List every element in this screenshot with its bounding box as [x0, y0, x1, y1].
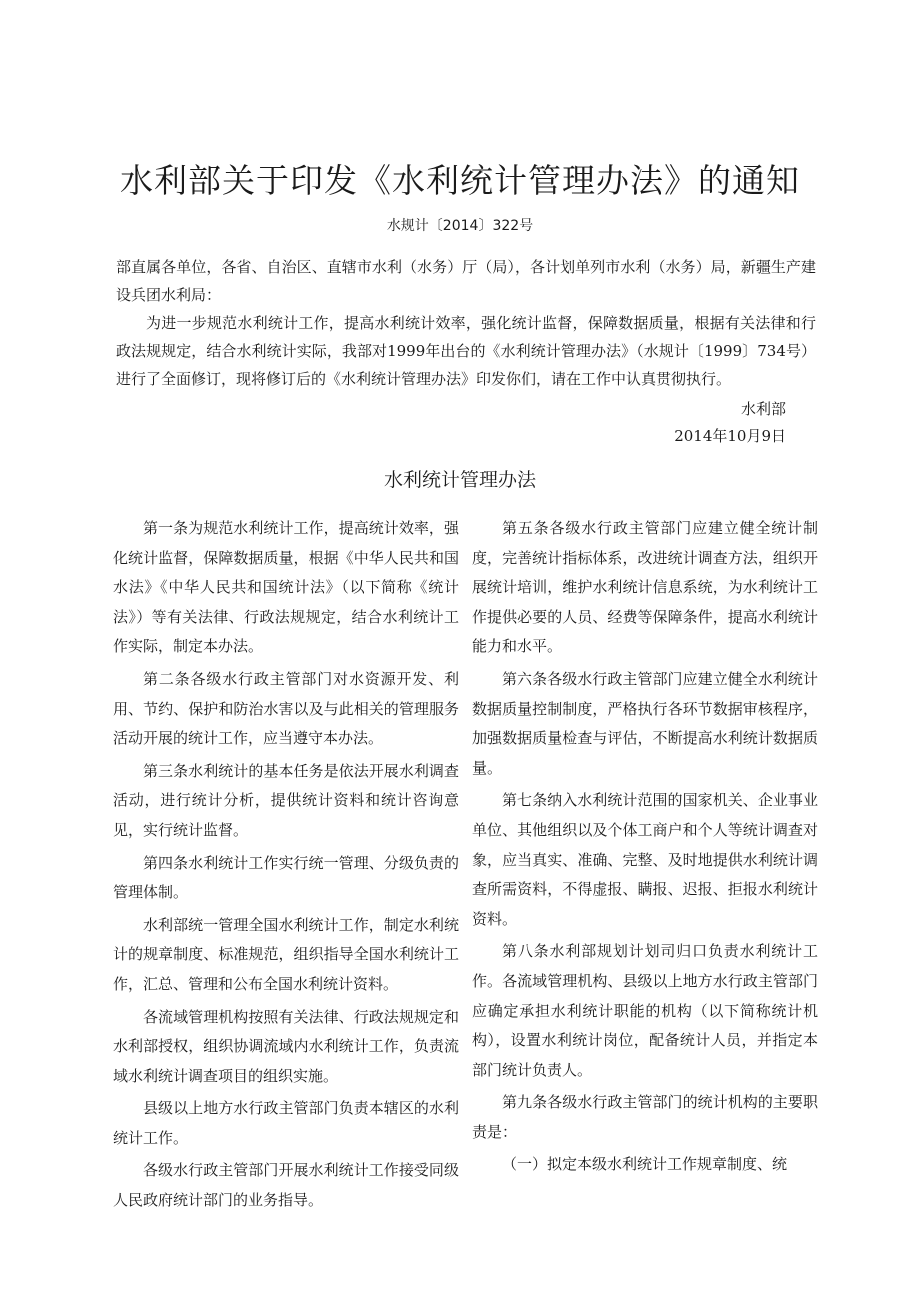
article-paragraph: 第八条水利部规划计划司归口负责水利统计工作。各流域管理机构、县级以上地方水行政主管部门应确定承担水利统计职能的机构（以下简称统计机构），设置水利统计岗位，配备统计人员，并指定本部门统计负责人。 [472, 942, 818, 1079]
notice-recipients: 部直属各单位，各省、自治区、直辖市水利（水务）厅（局），各计划单列市水利（水务）局，新疆生产建设兵团水利局： [116, 258, 816, 304]
article-paragraph: 水利部统一管理全国水利统计工作，制定水利统计的规章制度、标准规范，组织指导全国水利统计工作，汇总、管理和公布全国水利统计资料。 [113, 915, 459, 993]
regulation-title: 水利统计管理办法 [383, 469, 536, 491]
issue-date: 2014年10月9日 [674, 427, 786, 445]
right-column [472, 514, 818, 1183]
article-paragraph: 第一条为规范水利统计工作，提高统计效率，强化统计监督，保障数据质量，根据《中华人民共和国水法》《中华人民共和国统计法》（以下简称《统计法》）等有关法律、行政法规规定，结合水利统计工作实际，制定本办法。 [113, 519, 459, 656]
article-paragraph: 第五条各级水行政主管部门应建立健全统计制度，完善统计指标体系，改进统计调查方法，组织开展统计培训，维护水利统计信息系统，为水利统计工作提供必要的人员、经费等保障条件，提高水利统计能力和水平。 [472, 519, 818, 656]
article-paragraph: 第三条水利统计的基本任务是依法开展水利调查活动，进行统计分析，提供统计资料和统计咨询意见，实行统计监督。 [113, 761, 459, 839]
notice-title: 水利部关于印发《水利统计管理办法》的通知 [120, 161, 800, 200]
left-column [113, 514, 459, 1219]
article-paragraph: 第九条各级水行政主管部门的统计机构的主要职责是： [472, 1093, 818, 1141]
issuer: 水利部 [740, 400, 786, 418]
article-paragraph: 各流域管理机构按照有关法律、行政法规规定和水利部授权，组织协调流域内水利统计工作，负责流域水利统计调查项目的组织实施。 [113, 1007, 459, 1085]
article-paragraph: 县级以上地方水行政主管部门负责本辖区的水利统计工作。 [113, 1099, 459, 1147]
notice-paragraph: 为进一步规范水利统计工作，提高水利统计效率，强化统计监督，保障数据质量，根据有关法律和行政法规规定，结合水利统计实际，我部对1999年出台的《水利统计管理办法》（水规计〔1999〕734号）进行了全面修订，现将修订后的《水利统计管理办法》印发你们，请在工作中认真贯彻执行。 [116, 314, 816, 388]
article-paragraph: 第四条水利统计工作实行统一管理、分级负责的管理体制。 [113, 853, 459, 902]
article-paragraph: 第二条各级水行政主管部门对水资源开发、利用、节约、保护和防治水害以及与此相关的管理服务活动开展的统计工作，应当遵守本办法。 [113, 669, 459, 748]
signature-block [674, 396, 786, 450]
article-paragraph: （一）拟定本级水利统计工作规章制度、统 [502, 1155, 788, 1174]
notice-body [116, 253, 816, 393]
article-paragraph: 第六条各级水行政主管部门应建立健全水利统计数据质量控制制度，严格执行各环节数据审核程序，加强数据质量检查与评估，不断提高水利统计数据质量。 [472, 669, 818, 777]
article-paragraph: 第七条纳入水利统计范围的国家机关、企业事业单位、其他组织以及个体工商户和个人等统计调查对象，应当真实、准确、完整、及时地提供水利统计调查所需资料，不得虚报、瞒报、迟报、拒报水利统计资料。 [472, 791, 818, 928]
document-number: 水规计〔2014〕322号 [386, 218, 534, 234]
article-paragraph: 各级水行政主管部门开展水利统计工作接受同级人民政府统计部门的业务指导。 [113, 1161, 459, 1210]
